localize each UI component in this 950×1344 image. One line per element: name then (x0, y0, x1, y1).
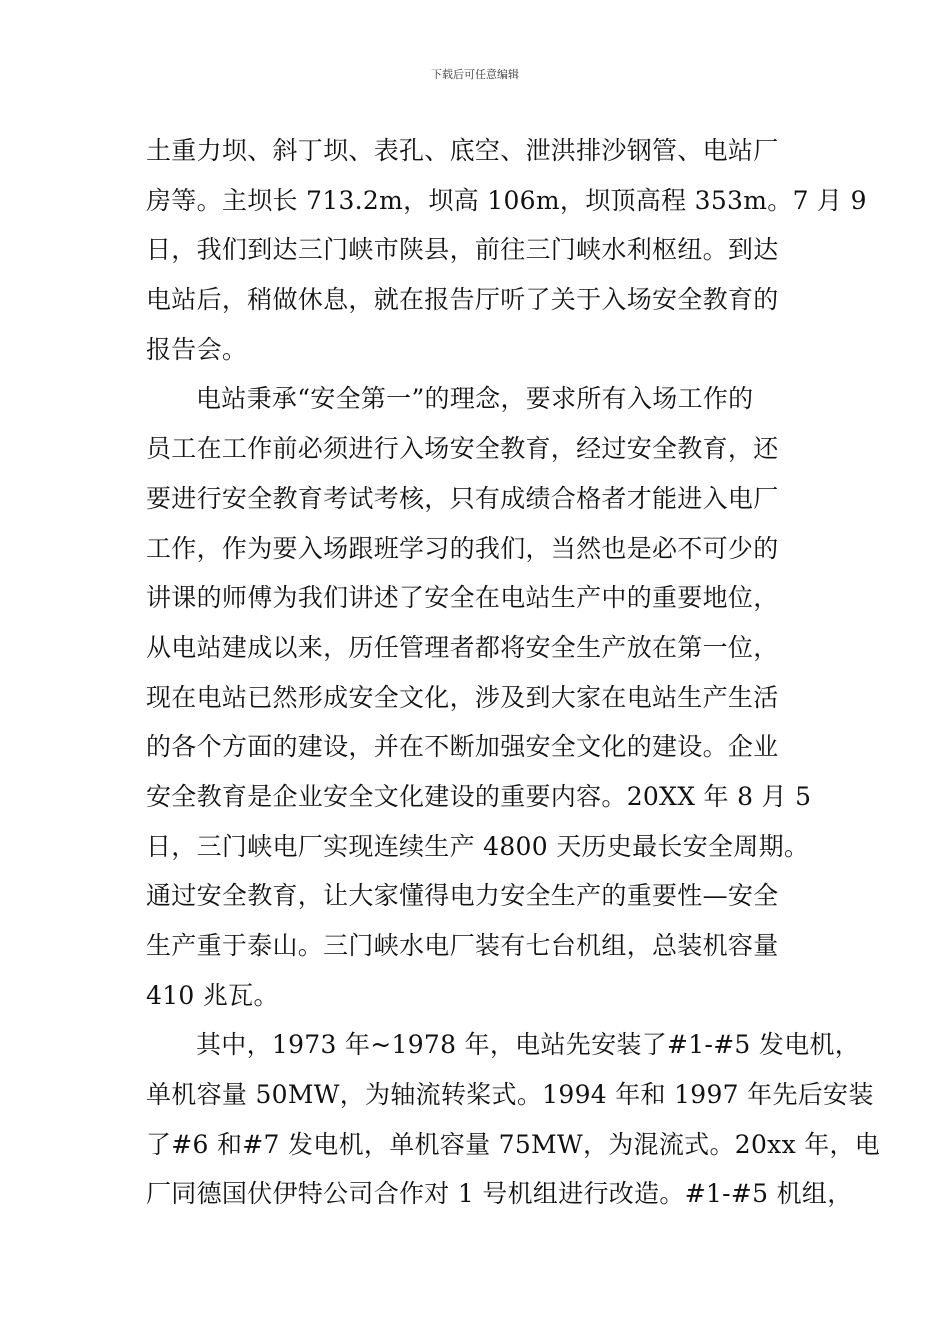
text-line: 土重力坝、斜丁坝、表孔、底空、泄洪排沙钢管、电站厂 (146, 136, 779, 165)
text-line: 现在电站已然形成安全文化，涉及到大家在电站生产生活 (146, 682, 779, 712)
text-line: 生产重于泰山。三门峡水电厂装有七台机组，总装机容量 (146, 931, 779, 960)
text-line: 工作，作为要入场跟班学习的我们，当然也是必不可少的 (146, 533, 779, 563)
text-line: 厂同德国伏伊特公司合作对 1 号机组进行改造。#1-#5 机组， (146, 1179, 853, 1209)
text-line: 房等。主坝长 713.2m，坝高 106m，坝顶高程 353m。7 月 9 (146, 185, 867, 215)
paragraph-1 (146, 126, 867, 374)
paragraph-2 (146, 374, 816, 1020)
text-line: 的各个方面的建设，并在不断加强安全文化的建设。企业 (146, 732, 779, 762)
text-line: 讲课的师傅为我们讲述了安全在电站生产中的重要地位， (146, 583, 779, 613)
paragraph-3 (146, 1020, 881, 1219)
text-line: 其中，1973 年~1978 年，电站先安装了#1-#5 发电机， (196, 1030, 861, 1060)
text-line: 410 兆瓦。 (146, 980, 279, 1010)
text-line: 日，三门峡电厂实现连续生产 4800 天历史最长安全周期。 (146, 831, 810, 861)
body-text (146, 126, 881, 1219)
text-line: 电站后，稍做休息，就在报告厅听了关于入场安全教育的 (146, 285, 779, 315)
text-line: 电站秉承“安全第一”的理念，要求所有入场工作的 (196, 384, 754, 414)
text-line: 日，我们到达三门峡市陕县，前往三门峡水利枢纽。到达 (146, 235, 779, 265)
text-line: 了#6 和#7 发电机，单机容量 75MW，为混流式。20xx 年，电 (146, 1129, 881, 1159)
text-line: 员工在工作前必须进行入场安全教育，经过安全教育，还 (146, 434, 779, 464)
text-line: 报告会。 (146, 334, 248, 364)
text-line: 单机容量 50MW，为轴流转桨式。1994 年和 1997 年先后安装 (146, 1080, 874, 1110)
text-line: 要进行安全教育考试考核，只有成绩合格者才能进入电厂 (146, 483, 779, 513)
text-line: 安全教育是企业安全文化建设的重要内容。20XX 年 8 月 5 (146, 781, 812, 811)
text-line: 从电站建成以来，历任管理者都将安全生产放在第一位， (146, 632, 779, 662)
text-line: 通过安全教育，让大家懂得电力安全生产的重要性—安全 (146, 881, 779, 911)
page-header: 下载后可任意编辑 (431, 68, 519, 81)
